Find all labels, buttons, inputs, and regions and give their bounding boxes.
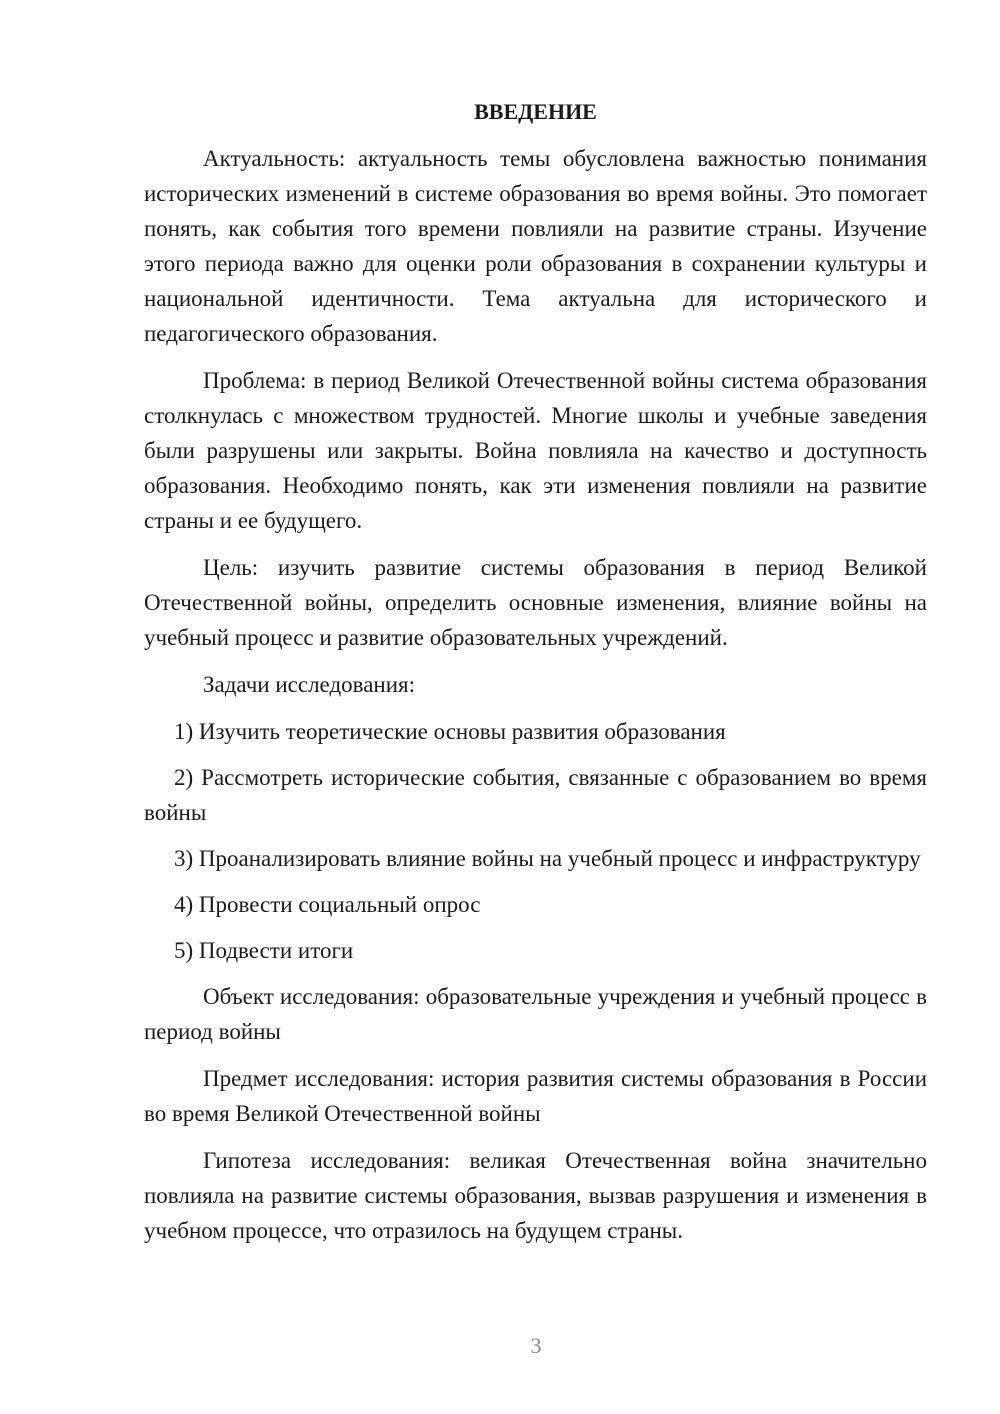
task-item: 3) Проанализировать влияние войны на учебный процесс и инфраструктуру [174, 846, 921, 871]
relevance-paragraph: Актуальность: актуальность темы обусловлена важностью понимания исторических изменений в системе образования во время войны. Это помогает понять, как события того времени повлияли на развитие страны. Изучение этого периода важно для оценки роли образования в сохранении культуры и национальной идентичности. Тема актуальна для исторического и педагогического образования. [144, 146, 927, 346]
task-item: 5) Подвести итоги [174, 938, 354, 963]
problem-paragraph: Проблема: в период Великой Отечественной войны система образования столкнулась с множеством трудностей. Многие школы и учебные заведения были разрушены или закрыты. Война повлияла на качество и доступность образования. Необходимо понять, как эти изменения повлияли на развитие страны и ее будущего. [144, 368, 927, 533]
object-paragraph: Объект исследования: образовательные учреждения и учебный процесс в период войны [144, 984, 927, 1044]
task-item: 2) Рассмотреть исторические события, связанные с образованием во время войны [144, 765, 927, 825]
goal-paragraph: Цель: изучить развитие системы образования в период Великой Отечественной войны, определить основные изменения, влияние войны на учебный процесс и развитие образовательных учреждений. [144, 555, 927, 650]
section-title: ВВЕДЕНИЕ [474, 99, 597, 124]
subject-paragraph: Предмет исследования: история развития системы образования в России во время Великой Отечественной войны [144, 1066, 927, 1126]
document-body [144, 94, 927, 1260]
page-number: 3 [530, 1333, 542, 1358]
task-item: 4) Провести социальный опрос [174, 892, 481, 917]
hypothesis-paragraph: Гипотеза исследования: великая Отечественная война значительно повлияла на развитие системы образования, вызвав разрушения и изменения в учебном процессе, что отразилось на будущем страны. [144, 1148, 927, 1243]
tasks-heading: Задачи исследования: [203, 672, 416, 697]
task-item: 1) Изучить теоретические основы развития образования [174, 719, 726, 744]
